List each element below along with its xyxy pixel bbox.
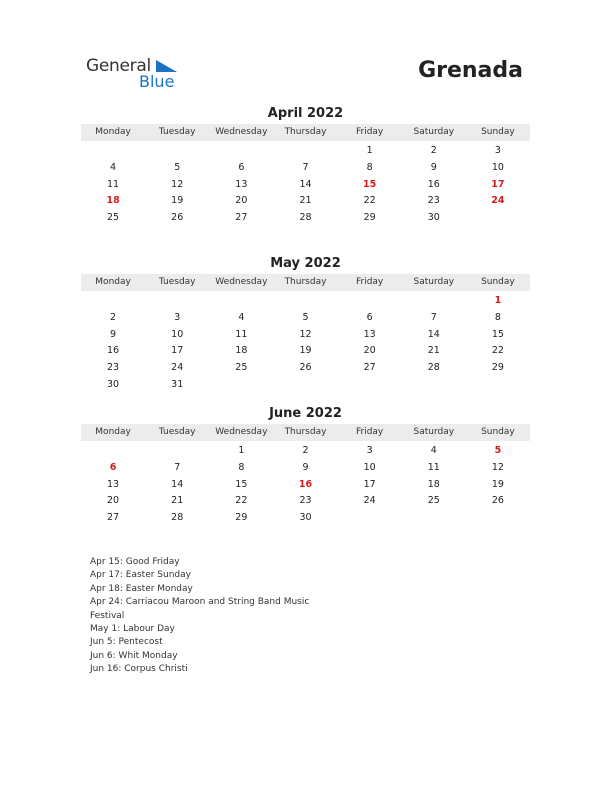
day-cell: 6 (109, 461, 117, 473)
day-cell: 25 (427, 495, 440, 507)
day-cell: 26 (171, 212, 184, 224)
day-cell: 13 (235, 178, 248, 190)
day-cell: 22 (491, 345, 504, 357)
holiday-note: May 1: Labour Day (90, 624, 175, 635)
day-cell: 15 (363, 178, 377, 190)
day-cell: 6 (238, 161, 245, 173)
day-cell: 6 (366, 311, 373, 323)
day-cell: 14 (171, 478, 184, 490)
holiday-note: Apr 18: Easter Monday (90, 583, 193, 594)
week-row (81, 327, 530, 344)
holiday-note: Apr 17: Easter Sunday (90, 570, 191, 581)
day-cell: 11 (427, 461, 440, 473)
day-cell: 8 (238, 461, 245, 473)
day-cell: 21 (299, 195, 312, 207)
day-cell: 18 (235, 345, 248, 357)
weekday-label: Wednesday (215, 277, 268, 287)
day-cell: 2 (430, 145, 437, 156)
day-cell: 5 (174, 161, 181, 173)
holiday-note: Apr 15: Good Friday (90, 557, 180, 567)
day-cell: 3 (174, 311, 181, 323)
day-cell: 23 (427, 195, 440, 207)
day-cell: 24 (491, 195, 505, 207)
day-cell: 16 (427, 178, 440, 190)
weekday-label: Thursday (284, 127, 327, 137)
day-cell: 7 (430, 311, 437, 323)
day-cell: 13 (107, 478, 120, 490)
day-cell (209, 377, 273, 394)
day-cell: 24 (363, 495, 376, 507)
month-title: June 2022 (269, 406, 342, 421)
day-cell: 24 (171, 362, 184, 374)
day-cell: 21 (171, 495, 184, 507)
weekday-label: Tuesday (158, 127, 196, 137)
day-cell: 30 (299, 512, 312, 524)
weekday-header (81, 124, 530, 141)
day-cell (273, 143, 337, 160)
holiday-note: Jun 5: Pentecost (90, 637, 163, 648)
day-cell (209, 143, 273, 160)
day-cell: 20 (107, 495, 120, 507)
week-row (81, 477, 530, 494)
day-cell: 8 (366, 161, 373, 173)
week-row (81, 493, 530, 510)
day-cell: 30 (427, 212, 440, 224)
weekday-label: Wednesday (215, 127, 268, 137)
holiday-notes (90, 556, 350, 677)
month-may (81, 255, 530, 394)
month-june (81, 405, 530, 527)
day-cell: 19 (299, 345, 312, 357)
day-cell: 16 (107, 345, 120, 357)
week-row (81, 377, 530, 394)
day-cell: 27 (107, 512, 120, 524)
day-cell: 7 (302, 161, 309, 173)
day-cell: 23 (107, 362, 120, 374)
weekday-label: Thursday (284, 277, 327, 287)
generalblue-logo (86, 56, 186, 92)
week-row (81, 510, 530, 527)
weekday-label: Tuesday (158, 277, 196, 287)
weekday-label: Saturday (413, 427, 455, 437)
weekday-header (81, 274, 530, 291)
day-cell (402, 510, 466, 527)
weekday-label: Sunday (481, 427, 515, 437)
day-cell: 19 (491, 478, 504, 490)
holiday-note: Jun 6: Whit Monday (90, 650, 178, 661)
day-cell: 18 (106, 195, 120, 207)
day-cell: 15 (235, 478, 248, 490)
weekday-label: Tuesday (158, 427, 196, 437)
day-cell: 12 (171, 178, 184, 190)
day-cell: 27 (235, 212, 248, 224)
day-cell: 30 (107, 378, 120, 390)
month-april (81, 105, 530, 227)
day-cell: 11 (235, 328, 248, 340)
day-cell (338, 293, 402, 310)
day-cell: 5 (302, 311, 309, 323)
day-cell: 26 (299, 362, 312, 374)
day-cell: 8 (494, 311, 501, 323)
day-cell (273, 377, 337, 394)
day-cell: 19 (171, 195, 184, 207)
day-cell (273, 293, 337, 310)
day-cell: 10 (491, 161, 504, 173)
day-cell: 29 (491, 362, 504, 374)
day-cell: 7 (174, 461, 181, 473)
day-cell: 2 (302, 445, 309, 456)
weekday-label: Thursday (284, 427, 327, 437)
weekday-label: Saturday (413, 127, 455, 137)
day-cell: 2 (110, 311, 117, 323)
day-cell (402, 293, 466, 310)
day-cell: 16 (298, 478, 313, 490)
day-cell (466, 377, 530, 394)
day-cell: 12 (299, 328, 312, 340)
weekday-label: Sunday (481, 127, 515, 137)
day-cell: 10 (171, 328, 184, 340)
day-cell: 11 (107, 178, 120, 190)
day-cell: 9 (430, 161, 437, 173)
day-cell: 22 (235, 495, 248, 507)
weekday-label: Monday (95, 277, 131, 287)
day-cell (338, 377, 402, 394)
weekday-label: Friday (355, 277, 384, 287)
weekday-label: Friday (355, 427, 384, 437)
day-cell: 9 (302, 461, 309, 473)
country-title: Grenada (418, 58, 523, 83)
day-cell: 18 (427, 478, 440, 490)
week-row (81, 443, 530, 460)
day-cell (338, 510, 402, 527)
day-cell (209, 293, 273, 310)
day-cell: 9 (110, 328, 117, 340)
day-cell (81, 443, 145, 460)
day-cell: 21 (427, 345, 440, 357)
day-cell: 29 (235, 512, 248, 524)
day-cell: 26 (491, 495, 504, 507)
logo-general-text: General (86, 56, 151, 76)
day-cell (81, 293, 145, 310)
day-cell (145, 293, 209, 310)
holiday-note: Jun 16: Corpus Christi (90, 664, 188, 675)
weekday-label: Friday (355, 127, 384, 137)
month-title: May 2022 (270, 256, 341, 271)
day-cell: 5 (494, 445, 502, 456)
week-row (81, 177, 530, 194)
weekday-header (81, 424, 530, 441)
day-cell: 20 (363, 345, 376, 357)
day-cell: 3 (494, 145, 501, 156)
day-cell: 12 (491, 461, 504, 473)
day-cell (402, 377, 466, 394)
day-cell: 4 (430, 445, 437, 456)
day-cell: 27 (363, 362, 376, 374)
day-cell: 4 (238, 311, 245, 323)
week-row (81, 360, 530, 377)
week-row (81, 293, 530, 310)
day-cell: 22 (363, 195, 376, 207)
week-row (81, 143, 530, 160)
weekday-label: Saturday (413, 277, 455, 287)
day-cell: 17 (171, 345, 184, 357)
day-cell: 17 (491, 178, 505, 190)
day-cell: 25 (107, 212, 120, 224)
week-row (81, 210, 530, 227)
day-cell: 14 (299, 178, 312, 190)
day-cell: 28 (171, 512, 184, 524)
day-cell: 25 (235, 362, 248, 374)
day-cell: 23 (299, 495, 312, 507)
weekday-label: Monday (95, 427, 131, 437)
day-cell: 28 (299, 212, 312, 224)
week-row (81, 343, 530, 360)
day-cell: 15 (491, 328, 504, 340)
day-cell: 14 (427, 328, 440, 340)
weekday-label: Monday (95, 127, 131, 137)
day-cell: 3 (366, 445, 373, 456)
holiday-note: Festival (90, 610, 125, 621)
day-cell: 1 (366, 145, 373, 156)
logo-triangle-icon (156, 60, 177, 72)
logo-blue-text: Blue (139, 72, 175, 91)
day-cell: 20 (235, 195, 248, 207)
day-cell: 1 (238, 445, 245, 456)
day-cell: 10 (363, 461, 376, 473)
day-cell: 1 (494, 295, 502, 306)
day-cell: 28 (427, 362, 440, 374)
day-cell: 31 (171, 378, 184, 390)
week-row (81, 310, 530, 327)
day-cell (145, 443, 209, 460)
day-cell (466, 510, 530, 527)
weekday-label: Sunday (481, 277, 515, 287)
day-cell (81, 143, 145, 160)
day-cell: 13 (363, 328, 376, 340)
month-title: April 2022 (267, 106, 344, 121)
day-cell (145, 143, 209, 160)
week-row (81, 160, 530, 177)
day-cell: 29 (363, 212, 376, 224)
week-row (81, 193, 530, 210)
day-cell (466, 210, 530, 227)
week-row (81, 460, 530, 477)
day-cell: 17 (363, 478, 376, 490)
day-cell: 4 (110, 161, 117, 173)
holiday-note: Apr 24: Carriacou Maroon and String Band Music (90, 597, 310, 608)
weekday-label: Wednesday (215, 427, 268, 437)
